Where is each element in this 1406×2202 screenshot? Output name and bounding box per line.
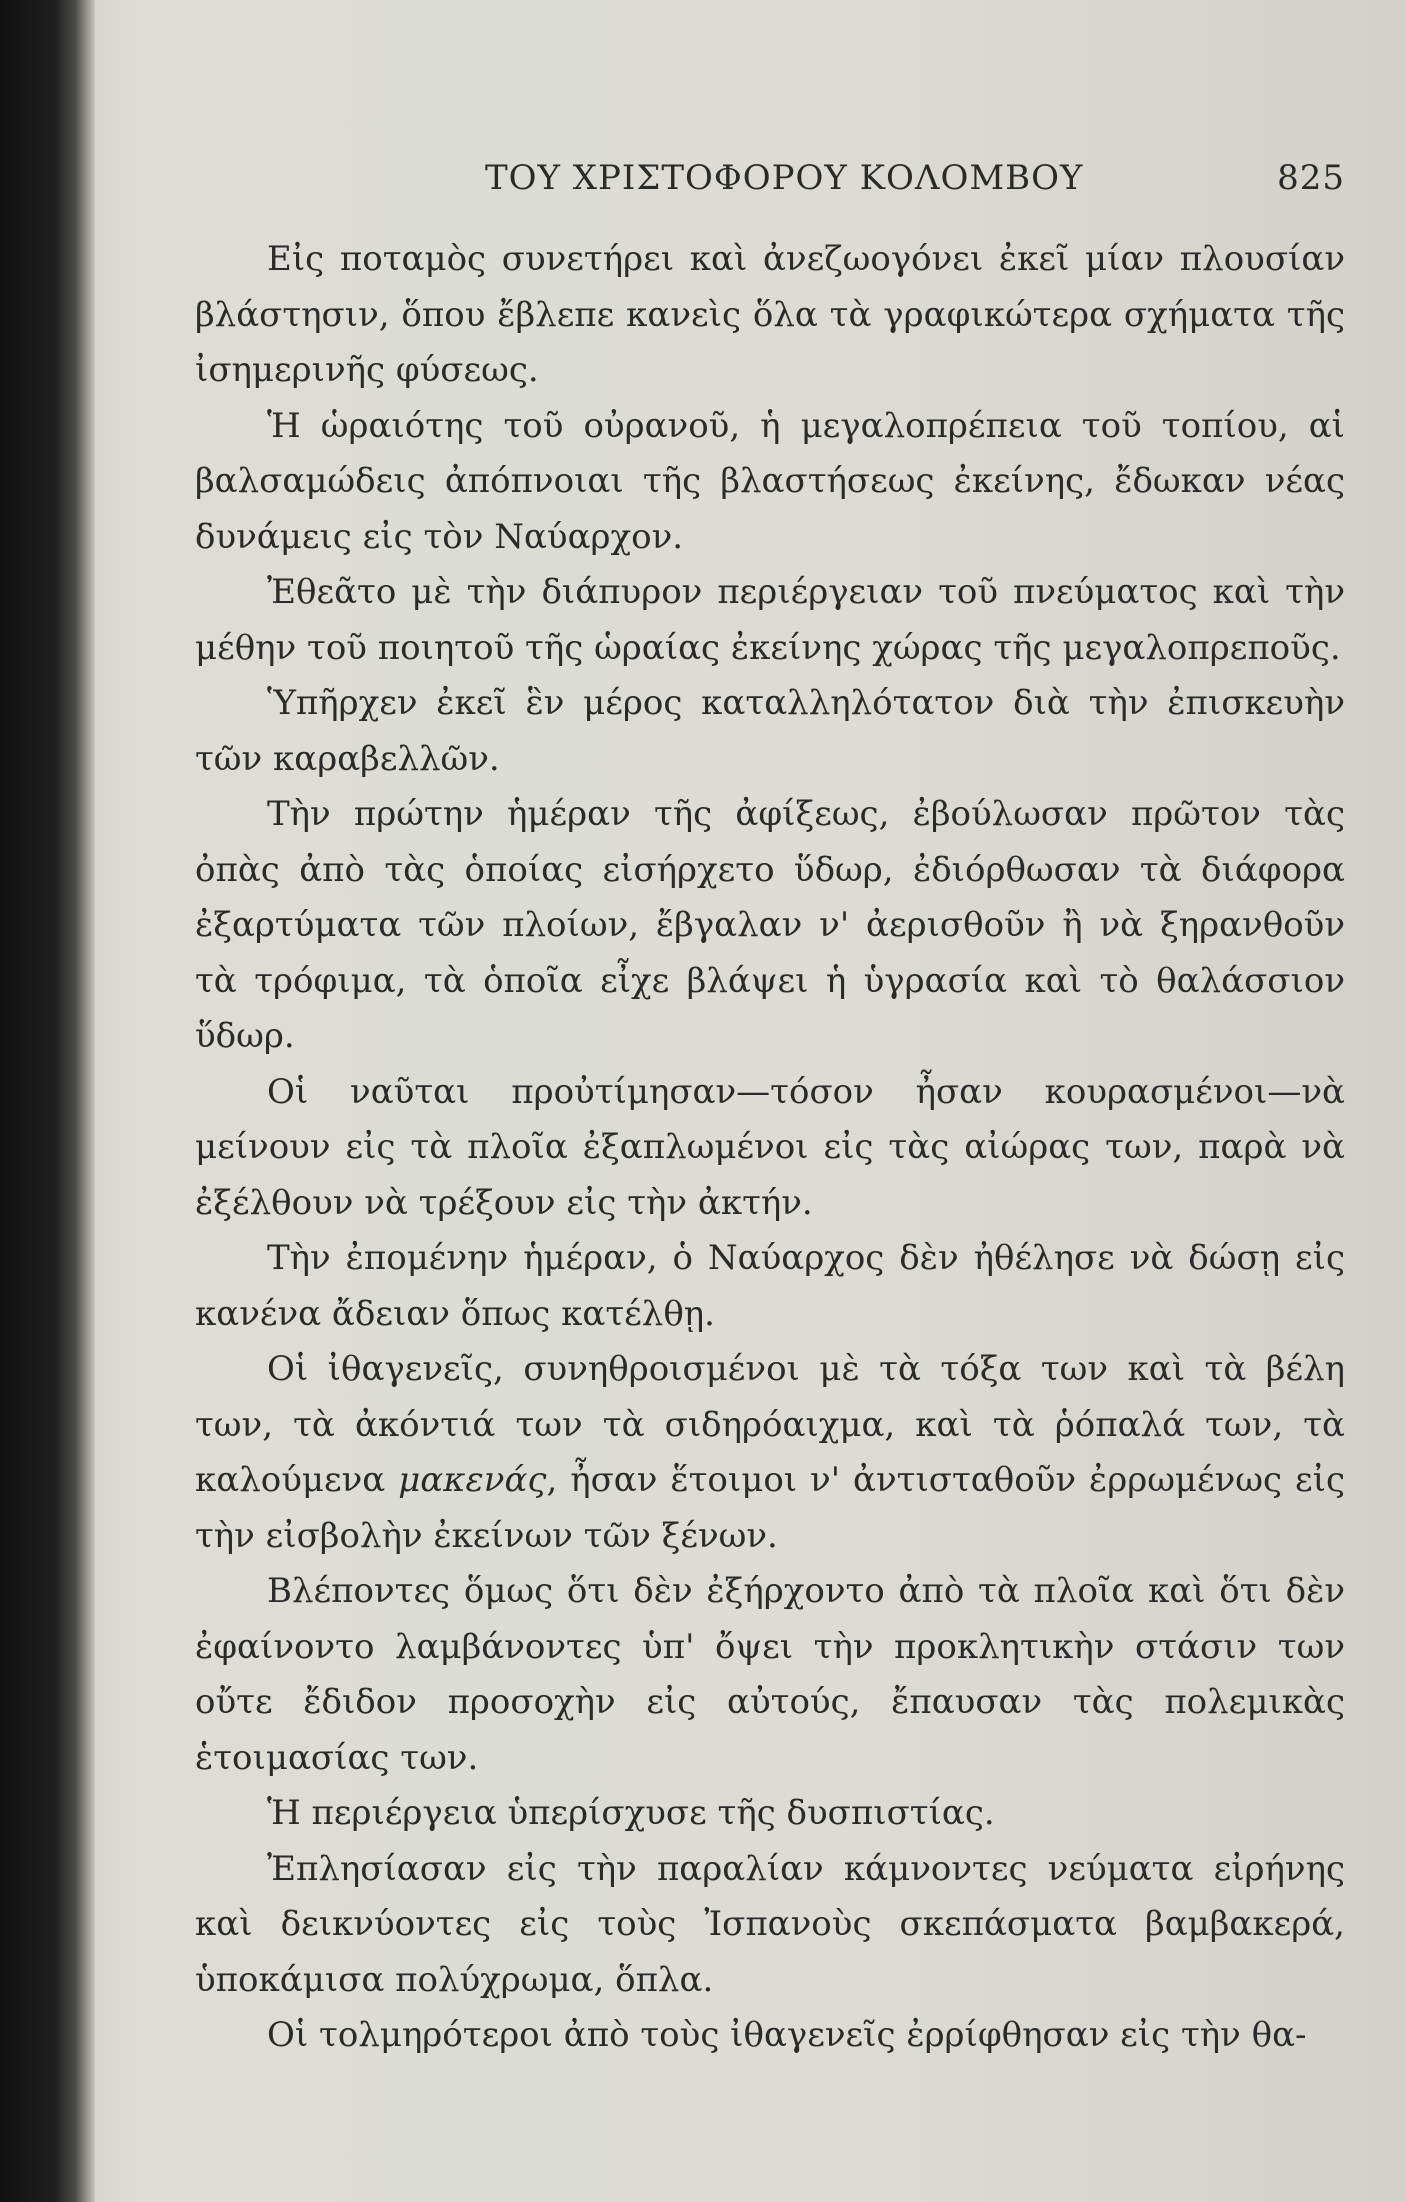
paragraph: Οἱ τολμηρότεροι ἀπὸ τοὺς ἰθαγενεῖς ἐρρίφθησαν εἰς τὴν θα- [267,2015,1307,2055]
paragraph: Οἱ ναῦται προὐτίμησαν—τόσον ἦσαν κουρασμένοι—νὰ μείνουν εἰς τὰ πλοῖα ἐξαπλωμένοι εἰς τὰς αἰώρας των, παρὰ νὰ ἐξέλθουν νὰ τρέξουν εἰς τὴν ἀκτήν. [195,1071,1345,1223]
body-text [195,232,1345,2064]
paragraph: Τὴν ἐπομένην ἡμέραν, ὁ Ναύαρχος δὲν ἠθέλησε νὰ δώσῃ εἰς κανένα ἄδειαν ὅπως κατέλθῃ. [195,1238,1345,1334]
running-title: ΤΟΥ ΧΡΙΣΤΟΦΟΡΟΥ ΚΟΛΟΜΒΟΥ [485,158,1084,198]
paragraph-natives [195,1342,1345,1564]
natives-text-before: Οἱ ἰθαγενεῖς, συνηθροισμένοι μὲ τὰ τόξα των καὶ τὰ βέλη των, τὰ ἀκόντιά των τὰ σιδηρόαιχμα, καὶ τὰ ῥόπαλά των, τὰ καλούμενα [195,1349,1345,1500]
natives-emphasis: μακενάς [398,1460,547,1500]
paragraph: Ἡ περιέργεια ὑπερίσχυσε τῆς δυσπιστίας. [267,1793,995,1833]
natives-text-after: , ἦσαν ἕτοιμοι ν' ἀντισταθοῦν ἐρρωμένως εἰς τὴν εἰσβολὴν ἐκείνων τῶν ξένων. [195,1460,1345,1556]
paragraph: Βλέποντες ὅμως ὅτι δὲν ἐξήρχοντο ἀπὸ τὰ πλοῖα καὶ ὅτι δὲν ἐφαίνοντο λαμβάνοντες ὑπ' ὄψει τὴν προκλητικὴν στάσιν των οὔτε ἔδιδον προσοχὴν εἰς αὐτούς, ἔπαυσαν τὰς πολεμικὰς ἑτοιμασίας των. [195,1571,1345,1778]
paragraph: Εἰς ποταμὸς συνετήρει καὶ ἀνεζωογόνει ἐκεῖ μίαν πλουσίαν βλάστησιν, ὅπου ἔβλεπε κανεὶς ὅλα τὰ γραφικώτερα σχήματα τῆς ἰσημερινῆς φύσεως. [195,239,1345,390]
paragraph: Ὑπῆρχεν ἐκεῖ ἓν μέρος καταλληλότατον διὰ τὴν ἐπισκευὴν τῶν καραβελλῶν. [195,683,1345,779]
page-header [195,158,1345,208]
paragraph: Τὴν πρώτην ἡμέραν τῆς ἀφίξεως, ἐβούλωσαν πρῶτον τὰς ὀπὰς ἀπὸ τὰς ὁποίας εἰσήρχετο ὕδωρ, ἐδιόρθωσαν τὰ διάφορα ἐξαρτύματα τῶν πλοίων, ἔβγαλαν ν' ἀερισθοῦν ἢ νὰ ξηρανθοῦν τὰ τρόφιμα, τὰ ὁποῖα εἶχε βλάψει ἡ ὑγρασία καὶ τὸ θαλάσσιον ὕδωρ. [195,794,1345,1056]
book-spine-shadow [0,0,95,2202]
paragraph: Ἐθεᾶτο μὲ τὴν διάπυρον περιέργειαν τοῦ πνεύματος καὶ τὴν μέθην τοῦ ποιητοῦ τῆς ὡραίας ἐκείνης χώρας τῆς μεγαλοπρεποῦς. [195,572,1345,668]
paragraph: Ἡ ὡραιότης τοῦ οὐρανοῦ, ἡ μεγαλοπρέπεια τοῦ τοπίου, αἱ βαλσαμώδεις ἀπόπνοιαι τῆς βλαστήσεως ἐκείνης, ἔδωκαν νέας δυνάμεις εἰς τὸν Ναύαρχον. [195,405,1345,557]
paragraph: Ἐπλησίασαν εἰς τὴν παραλίαν κάμνοντες νεύματα εἰρήνης καὶ δεικνύοντες εἰς τοὺς Ἰσπανοὺς σκεπάσματα βαμβακερά, ὑποκάμισα πολύχρωμα, ὅπλα. [195,1848,1345,2000]
page-number: 825 [1277,158,1345,198]
